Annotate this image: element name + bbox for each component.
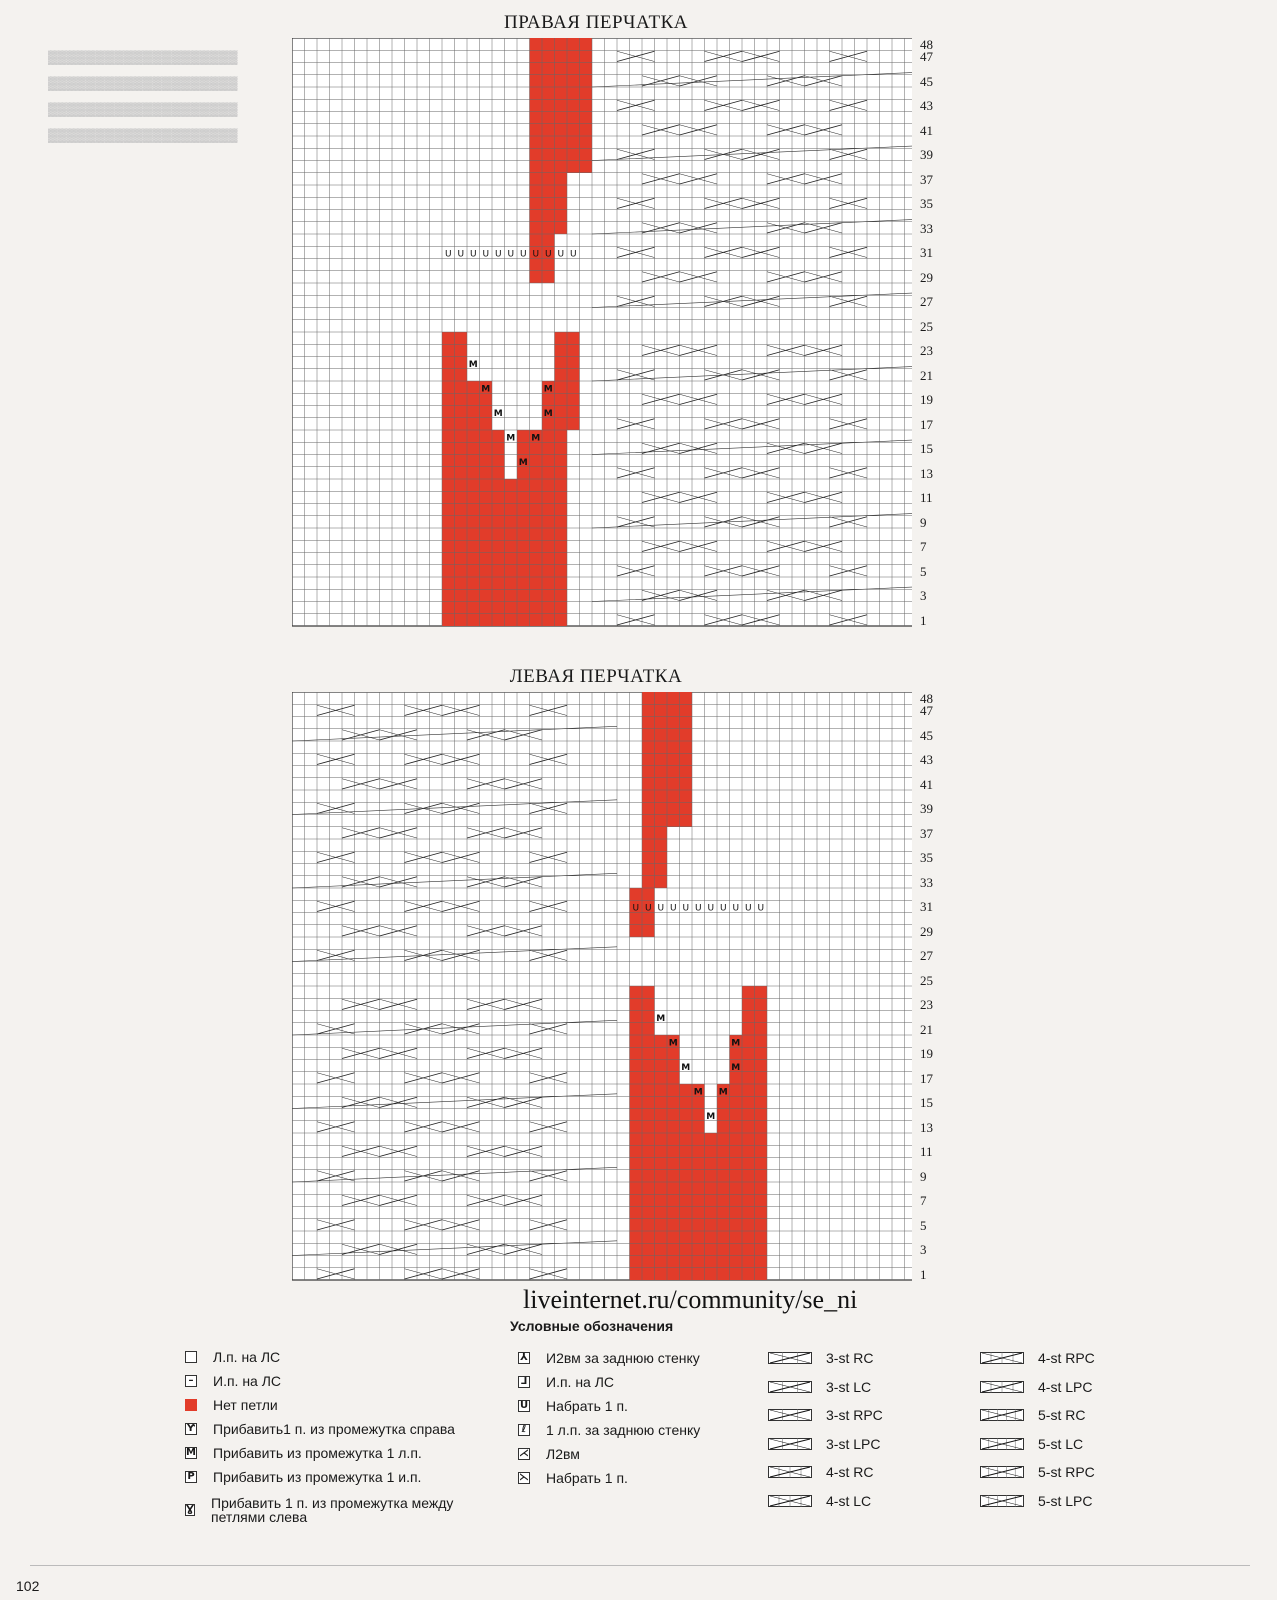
row-number: 35 <box>920 850 933 866</box>
legend-label: 4-st LPC <box>1038 1378 1093 1395</box>
cast-on-symbol: U <box>444 249 452 260</box>
row-number: 17 <box>920 416 933 432</box>
cast-on-symbol: U <box>494 249 502 260</box>
row-number: 31 <box>920 899 933 915</box>
row-number: 15 <box>920 441 933 457</box>
legend-label: И.п. на ЛС <box>213 1373 282 1389</box>
legend-item <box>768 1464 873 1480</box>
no-stitch-block <box>630 1194 768 1206</box>
no-stitch-block <box>530 75 593 87</box>
right-glove-chart <box>292 38 912 638</box>
legend-symbol-icon: ℓ <box>518 1424 530 1436</box>
no-stitch-block <box>630 1170 768 1182</box>
cable-symbol-icon <box>980 1438 1024 1450</box>
legend-item <box>768 1350 873 1366</box>
legend-symbol-icon: M <box>186 1447 196 1458</box>
legend-symbol-icon: – <box>185 1375 197 1387</box>
legend-label: 3-st LC <box>826 1378 872 1395</box>
increase-symbol: M <box>718 1087 728 1098</box>
legend-label: 5-st LC <box>1038 1435 1084 1452</box>
increase-symbol: M <box>681 1062 691 1073</box>
legend-label: Набрать 1 п. <box>546 1398 628 1414</box>
legend-item <box>768 1493 871 1509</box>
no-stitch-block <box>442 455 505 467</box>
cast-on-symbol: U <box>694 903 702 914</box>
no-stitch-block <box>530 63 593 75</box>
row-number: 13 <box>920 465 933 481</box>
row-number: 47 <box>920 703 933 719</box>
cable-symbol-icon <box>768 1352 812 1364</box>
legend-item <box>185 1422 485 1436</box>
legend-item <box>768 1379 871 1395</box>
increase-symbol: M <box>481 384 491 395</box>
legend-item <box>185 1470 485 1484</box>
cable-symbol-icon <box>980 1495 1024 1507</box>
no-stitch-block <box>442 467 505 479</box>
increase-symbol: M <box>693 1087 703 1098</box>
row-number: 15 <box>920 1095 933 1111</box>
legend-label: И2вм за заднюю стенку <box>546 1350 700 1366</box>
legend-symbol-icon: ⅄ <box>518 1352 530 1364</box>
legend-title: Условные обозначения <box>510 1318 674 1334</box>
row-number: 19 <box>920 1046 933 1062</box>
cast-on-symbol: U <box>519 249 527 260</box>
row-number: 1 <box>920 612 927 628</box>
legend-label: 3-st RC <box>826 1350 874 1366</box>
cast-on-symbol: U <box>557 249 565 260</box>
row-number: 45 <box>920 727 933 743</box>
left-glove-title: ЛЕВАЯ ПЕРЧАТКА <box>509 666 683 687</box>
row-number: 3 <box>920 588 927 604</box>
no-stitch-block <box>630 1231 768 1243</box>
page-number: 102 <box>16 1578 40 1594</box>
cast-on-symbol: U <box>669 903 677 914</box>
row-number: 37 <box>920 171 933 187</box>
cast-on-symbol: U <box>657 903 665 914</box>
row-number: 39 <box>920 801 933 817</box>
legend-item <box>518 1374 614 1390</box>
watermark: liveinternet.ru/community/se_ni <box>523 1285 858 1314</box>
no-stitch-block <box>530 148 593 160</box>
legend-item <box>185 1446 485 1460</box>
row-number: 29 <box>920 923 933 939</box>
no-stitch-block <box>530 222 568 234</box>
increase-symbol: M <box>468 359 478 370</box>
legend-item <box>980 1436 1083 1452</box>
row-number: 27 <box>920 948 933 964</box>
no-stitch-block <box>630 1256 768 1268</box>
increase-symbol: M <box>656 1013 666 1024</box>
row-number: 33 <box>920 874 933 890</box>
legend-label: Прибавить 1 п. из промежутка между петлями слева <box>211 1495 454 1525</box>
increase-symbol: M <box>543 384 553 395</box>
row-number: 31 <box>920 245 933 261</box>
legend-symbol-icon: U <box>519 1400 529 1411</box>
cast-on-symbol: U <box>482 249 490 260</box>
cable-symbol-icon <box>980 1466 1024 1478</box>
no-stitch-block <box>442 430 505 442</box>
legend-item <box>980 1493 1092 1509</box>
row-number: 5 <box>920 563 927 579</box>
row-number: 25 <box>920 318 933 334</box>
no-stitch-block <box>530 197 568 209</box>
no-stitch-block <box>542 393 580 405</box>
cable-symbol-icon <box>768 1438 812 1450</box>
no-stitch-block <box>630 1182 768 1194</box>
legend-label: Прибавить из промежутка 1 л.п. <box>213 1445 422 1461</box>
cable-symbol-icon <box>768 1381 812 1393</box>
row-number: 23 <box>920 997 933 1013</box>
legend-label: 3-st RPC <box>826 1407 883 1423</box>
no-stitch-block <box>630 1145 768 1157</box>
no-stitch-block <box>630 1158 768 1170</box>
row-number: 47 <box>920 49 933 65</box>
cast-on-symbol: U <box>532 249 540 260</box>
legend-item <box>768 1436 880 1452</box>
legend-label: 4-st RPC <box>1038 1350 1095 1366</box>
left-glove-chart <box>292 692 912 1292</box>
legend-label: 4-st LC <box>826 1492 872 1509</box>
legend-symbol-icon <box>185 1399 197 1411</box>
row-number: 29 <box>920 269 933 285</box>
no-stitch-block <box>530 38 593 50</box>
row-number: 41 <box>920 776 933 792</box>
increase-symbol: M <box>706 1111 716 1122</box>
no-stitch-block <box>630 1243 768 1255</box>
row-number: 11 <box>920 1144 933 1160</box>
row-number: 1 <box>920 1266 927 1282</box>
no-stitch-block <box>530 210 568 222</box>
row-number: 25 <box>920 972 933 988</box>
no-stitch-block <box>530 136 593 148</box>
cast-on-symbol: U <box>732 903 740 914</box>
legend-label: 5-st RC <box>1038 1407 1086 1423</box>
row-number: 48 <box>920 691 933 706</box>
cast-on-symbol: U <box>707 903 715 914</box>
legend-symbol-icon: Ɣ <box>186 1504 194 1515</box>
cable-symbol-icon <box>980 1409 1024 1421</box>
increase-symbol: M <box>531 433 541 444</box>
cast-on-symbol: U <box>719 903 727 914</box>
legend-label: 1 л.п. за заднюю стенку <box>546 1422 701 1438</box>
no-stitch-block <box>630 1133 768 1145</box>
legend-symbol-icon: ⅃ <box>518 1376 530 1388</box>
legend-item <box>980 1464 1095 1480</box>
no-stitch-block <box>530 112 593 124</box>
legend-symbol-icon: ⋋ <box>519 1472 529 1483</box>
cast-on-symbol: U <box>682 903 690 914</box>
row-number: 43 <box>920 752 933 768</box>
legend-item <box>518 1446 580 1462</box>
legend-item <box>185 1496 485 1524</box>
row-number: 45 <box>920 73 933 89</box>
row-number: 23 <box>920 343 933 359</box>
legend-label: Л.п. на ЛС <box>213 1349 281 1365</box>
no-stitch-block <box>442 442 505 454</box>
increase-symbol: M <box>518 457 528 468</box>
legend-symbol-icon: P <box>185 1471 197 1483</box>
row-number: 13 <box>920 1119 933 1135</box>
legend-label: 5-st RPC <box>1038 1464 1095 1480</box>
cable-symbol-icon <box>768 1466 812 1478</box>
legend-item <box>185 1374 485 1388</box>
increase-symbol: M <box>506 433 516 444</box>
cast-on-symbol: U <box>744 903 752 914</box>
row-number: 35 <box>920 196 933 212</box>
cast-on-symbol: U <box>507 249 515 260</box>
legend-label: Л2вм <box>546 1446 580 1462</box>
cable-symbol-icon <box>768 1409 812 1421</box>
legend-label: Нет петли <box>213 1397 278 1413</box>
legend-item <box>980 1350 1095 1366</box>
no-stitch-block <box>530 173 568 185</box>
legend-label: 5-st LPC <box>1038 1492 1093 1509</box>
no-stitch-block <box>630 1207 768 1219</box>
row-number: 19 <box>920 392 933 408</box>
no-stitch-block <box>530 124 593 136</box>
no-stitch-block <box>630 1219 768 1231</box>
cable-symbol-icon <box>980 1352 1024 1364</box>
row-number: 7 <box>920 1193 927 1209</box>
right-glove-title: ПРАВАЯ ПЕРЧАТКА <box>504 12 688 33</box>
legend-label: 3-st LPC <box>826 1435 881 1452</box>
legend-item <box>768 1407 883 1423</box>
legend-item <box>518 1470 628 1486</box>
cast-on-symbol: U <box>544 249 552 260</box>
cast-on-symbol: U <box>632 903 640 914</box>
row-number: 9 <box>920 1168 927 1184</box>
no-stitch-block <box>730 1047 768 1059</box>
row-number: 21 <box>920 1021 933 1037</box>
no-stitch-block <box>730 1072 768 1084</box>
cast-on-symbol: U <box>457 249 465 260</box>
no-stitch-block <box>542 418 580 430</box>
cast-on-symbol: U <box>569 249 577 260</box>
legend-symbol-icon: Ƴ <box>185 1423 197 1435</box>
cast-on-symbol: U <box>757 903 765 914</box>
row-number: 3 <box>920 1242 927 1258</box>
bleed-through-text-left: ▓▓▓▓▓▓▓▓▓▓▓▓▓▓▓▓▓▓▓▓ ▓▓▓▓▓▓▓▓▓▓▓▓▓▓▓▓▓▓▓▓ ▓▓▓▓▓▓▓▓▓▓▓▓▓▓▓▓▓▓▓▓ ▓▓▓▓▓▓▓▓▓▓▓▓▓▓▓▓▓▓▓▓ <box>48 49 238 142</box>
row-number: 17 <box>920 1070 933 1086</box>
increase-symbol: M <box>493 408 503 419</box>
legend-item <box>518 1422 700 1438</box>
legend-item <box>518 1350 700 1366</box>
no-stitch-block <box>530 99 593 111</box>
legend-label: Прибавить1 п. из промежутка справа <box>213 1421 455 1437</box>
cast-on-symbol: U <box>644 903 652 914</box>
cast-on-symbol: U <box>469 249 477 260</box>
increase-symbol: M <box>543 408 553 419</box>
no-stitch-block <box>530 50 593 62</box>
no-stitch-block <box>530 87 593 99</box>
row-number: 7 <box>920 539 927 555</box>
legend-item <box>185 1350 485 1364</box>
legend-label: И.п. на ЛС <box>546 1374 615 1390</box>
legend-label: Набрать 1 п. <box>546 1470 628 1486</box>
cable-symbol-icon <box>768 1495 812 1507</box>
increase-symbol: M <box>731 1038 741 1049</box>
legend-label: Прибавить из промежутка 1 и.п. <box>213 1469 422 1485</box>
row-number: 48 <box>920 37 933 52</box>
cable-symbol-icon <box>980 1381 1024 1393</box>
legend-label: 4-st RC <box>826 1464 874 1480</box>
legend-item <box>980 1407 1085 1423</box>
row-number: 5 <box>920 1217 927 1233</box>
row-number: 43 <box>920 98 933 114</box>
no-stitch-block <box>530 161 593 173</box>
increase-symbol: M <box>731 1062 741 1073</box>
legend-symbol-icon: ⋌ <box>519 1448 529 1459</box>
row-number: 27 <box>920 294 933 310</box>
legend-item <box>980 1379 1092 1395</box>
increase-symbol: M <box>668 1038 678 1049</box>
legend-symbol-icon <box>185 1351 197 1363</box>
row-number: 9 <box>920 514 927 530</box>
bottom-rule <box>30 1565 1250 1566</box>
no-stitch-block <box>530 185 568 197</box>
row-number: 41 <box>920 122 933 138</box>
row-number: 39 <box>920 147 933 163</box>
row-number: 11 <box>920 490 933 506</box>
no-stitch-block <box>630 1268 768 1280</box>
legend-item <box>185 1398 485 1412</box>
row-number: 21 <box>920 367 933 383</box>
legend-item <box>518 1398 628 1414</box>
row-number: 37 <box>920 825 933 841</box>
row-number: 33 <box>920 220 933 236</box>
